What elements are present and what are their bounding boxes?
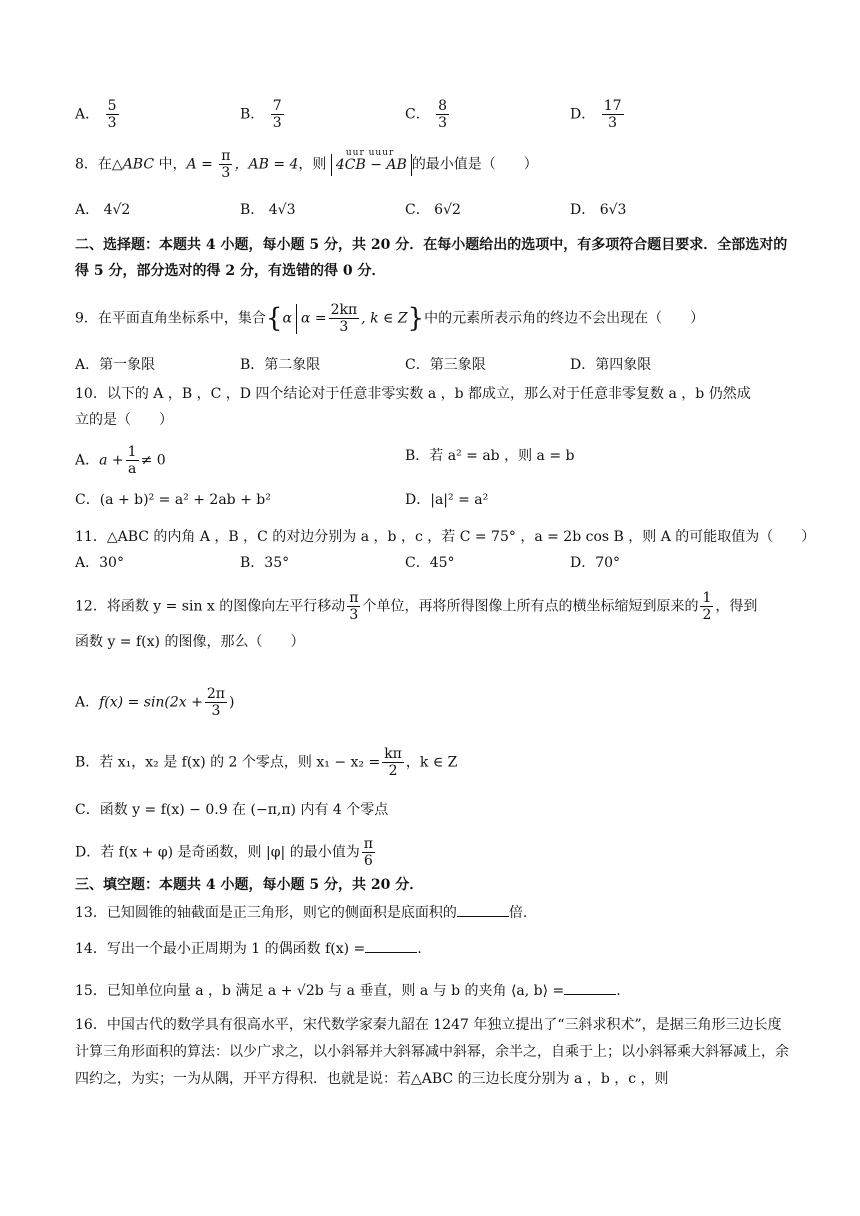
q13-post: 倍. (508, 905, 528, 921)
q8-option-d (570, 200, 626, 220)
q12-mid: 个单位，再将所得图像上所有点的横坐标缩短到原来的 (362, 598, 699, 615)
option-label: A． (75, 106, 100, 123)
q8-ab: ，AB = 4 (234, 156, 299, 173)
numerator: kπ (384, 746, 402, 762)
option-label: B． (240, 106, 265, 123)
fraction (362, 836, 375, 869)
q8-vector: 4CB − AB (335, 156, 407, 173)
numerator: π (363, 836, 373, 852)
option-value: 70° (595, 555, 621, 571)
option-value: 第三象限 (429, 357, 486, 373)
section-3-heading: 三、填空题：本题共 4 小题，每小题 5 分，共 20 分． (75, 877, 424, 893)
q8-vector-arrows: uur uuur (345, 147, 395, 158)
q12-tail: ，得到 (715, 598, 758, 615)
q10-option-a (75, 444, 166, 477)
q8-tail: 的最小值是（ ） (411, 156, 538, 173)
fraction (219, 148, 232, 181)
question-11: 11．△ABC 的内角 A ，B ，C 的对边分别为 a ，b ，c ，若 C = 75° ，a = 2b cos B ，则 A 的可能取值为（ ） (75, 529, 816, 545)
q9-tail: 中的元素所表示角的终边不会出现在（ ） (424, 310, 705, 327)
q9-set-k: , k ∈ Z (361, 310, 408, 327)
denominator: 3 (211, 703, 221, 719)
option-label: A． (75, 357, 100, 373)
option-label: A． (75, 555, 100, 571)
q12-option-d (75, 836, 377, 869)
denominator: 3 (339, 319, 349, 335)
numerator: 7 (272, 98, 282, 114)
q12-option-c: C．函数 y = f(x) − 0.9 在 (−π,π) 内有 4 个零点 (75, 802, 389, 818)
q10-a-pre: a + (99, 452, 124, 469)
question-12-line-1 (75, 590, 757, 623)
option-label: B． (240, 202, 265, 218)
option-label: A． (75, 452, 100, 469)
question-9 (75, 302, 704, 335)
question-15 (75, 980, 621, 1001)
q15-post: . (616, 983, 621, 999)
option-label: C． (405, 357, 430, 373)
denominator: 3 (107, 115, 117, 131)
q10-option-c: C．(a + b)² = a² + 2ab + b² (75, 492, 271, 508)
numerator: 5 (107, 98, 117, 114)
answer-blank[interactable] (564, 980, 616, 995)
q12-a-post: ) (229, 694, 235, 711)
q7-option-a (75, 98, 121, 131)
q8-option-a (75, 200, 130, 220)
answer-blank[interactable] (365, 938, 417, 953)
numerator: 8 (438, 98, 448, 114)
q8-option-c (405, 200, 461, 220)
option-label: C． (405, 202, 430, 218)
q9-prefix: 9．在平面直角坐标系中，集合 (75, 310, 266, 327)
option-value: 30° (99, 555, 124, 571)
option-label: A． (75, 694, 100, 711)
q11-option-b (240, 553, 289, 573)
question-14 (75, 938, 422, 959)
fraction (700, 590, 713, 623)
q8-triangle: ABC (122, 156, 155, 173)
option-value: 4√2 (103, 202, 131, 218)
denominator: a (127, 461, 137, 477)
q10-option-d: D．|a|² = a² (405, 492, 489, 508)
q10-option-b: B．若 a² = ab ，则 a = b (405, 448, 575, 464)
q12-a-pre: f(x) = sin(2x + (99, 694, 203, 711)
q7-option-b (240, 98, 286, 131)
q8-option-b (240, 200, 296, 220)
numerator: π (221, 148, 231, 164)
q8-angle-a: A (186, 156, 197, 173)
denominator: 2 (388, 763, 398, 779)
q14-post: . (417, 941, 422, 957)
question-10-line-1: 10．以下的 A ，B ，C ，D 四个结论对于任意非零实数 a ，b 都成立，那么对于任意非零复数 a ，b 仍然成 (75, 386, 751, 402)
q11-option-c (405, 553, 455, 573)
q10-a-post: ≠ 0 (140, 452, 166, 469)
fraction (329, 302, 360, 335)
question-12-line-2: 函数 y = f(x) 的图像，那么（ ） (75, 634, 305, 650)
q8-then: ，则 (298, 156, 327, 173)
right-brace: } (407, 303, 425, 334)
q7-option-c (405, 98, 451, 131)
option-value: 第二象限 (264, 357, 321, 373)
denominator: 6 (363, 853, 373, 869)
option-label: D． (570, 555, 596, 571)
answer-blank[interactable] (457, 902, 509, 917)
q8-mid: 中， (154, 156, 187, 173)
option-value: 第四象限 (595, 357, 652, 373)
option-label: C． (405, 106, 430, 123)
fraction (126, 444, 139, 477)
option-label: D． (570, 357, 596, 373)
numerator: 17 (603, 98, 622, 114)
q9-set-var: α (282, 310, 292, 327)
option-label: C． (405, 555, 430, 571)
denominator: 3 (349, 607, 359, 623)
option-value: 45° (429, 555, 455, 571)
option-value: 6√3 (599, 202, 627, 218)
q12-b-pre: B．若 x₁，x₂ 是 f(x) 的 2 个零点，则 x₁ − x₂ = (75, 754, 381, 771)
q7-option-d (570, 98, 626, 131)
q11-option-d (570, 553, 620, 573)
option-label: D． (570, 106, 596, 123)
left-brace: { (265, 303, 283, 334)
question-8 (75, 148, 538, 181)
question-10-line-2: 立的是（ ） (75, 412, 173, 428)
option-label: B． (240, 357, 265, 373)
q13-pre: 13．已知圆锥的轴截面是正三角形，则它的侧面积是底面积的 (75, 905, 457, 921)
denominator: 2 (702, 607, 712, 623)
option-label: D． (570, 202, 596, 218)
q12-b-post: ，k ∈ Z (405, 754, 458, 771)
fraction (436, 98, 449, 131)
q9-option-d (570, 355, 651, 375)
q9-option-b (240, 355, 320, 375)
q12-option-b (75, 746, 457, 779)
q12-pre: 12．将函数 y = sin x 的图像向左平行移动 (75, 598, 346, 615)
fraction (271, 98, 284, 131)
q8-prefix: 8．在△ (75, 156, 123, 173)
numerator: 2kπ (330, 302, 358, 318)
question-16: 16．中国古代的数学具有很高水平，宋代数学家秦九韶在 1247 年独立提出了“三斜求积术”，是据三角形三边长度计算三角形面积的算法：以少广求之，以小斜幂并大斜幂减中斜幂，余半之，自乘于上；以小斜幂乘大斜幂减上，余四约之，为实；一为从隅，开平方得积．也就是说：若△ABC 的三边长度分别为 a ，b ，c ，则 (75, 1017, 789, 1087)
q11-option-a (75, 553, 124, 573)
question-13 (75, 902, 527, 923)
fraction (382, 746, 404, 779)
q9-option-a (75, 355, 155, 375)
fraction (347, 590, 360, 623)
q14-pre: 14．写出一个最小正周期为 1 的偶函数 f(x) = (75, 941, 366, 957)
fraction (602, 98, 624, 131)
q9-set-cond: α = (300, 310, 327, 327)
q12-d-pre: D．若 f(x + φ) 是奇函数，则 |φ| 的最小值为 (75, 844, 360, 861)
option-value: 第一象限 (99, 357, 156, 373)
option-label: B． (240, 555, 265, 571)
set-bar (296, 304, 297, 334)
q15-pre: 15．已知单位向量 a ，b 满足 a + √2b 与 a 垂直，则 a 与 b 的夹角 ⟨a, b⟩ = (75, 983, 565, 999)
q9-option-c (405, 355, 486, 375)
section-2-heading: 二、选择题：本题共 4 小题，每小题 5 分，共 20 分．在每小题给出的选项中，有多项符合题目要求．全部选对的得 5 分，部分选对的得 2 分，有选错的得 0 分． (75, 237, 788, 279)
numerator: π (349, 590, 359, 606)
denominator: 3 (272, 115, 282, 131)
numerator: 1 (127, 444, 137, 460)
q8-eq: = (196, 156, 218, 173)
q8-vector-expression (331, 147, 412, 176)
numerator: 1 (702, 590, 712, 606)
denominator: 3 (438, 115, 448, 131)
fraction (205, 686, 227, 719)
q12-option-a (75, 686, 234, 719)
numerator: 2π (206, 686, 225, 702)
option-value: 4√3 (268, 202, 296, 218)
fraction (106, 98, 119, 131)
denominator: 3 (608, 115, 618, 131)
option-value: 6√2 (434, 202, 461, 218)
option-label: A． (75, 202, 100, 218)
denominator: 3 (221, 165, 231, 181)
option-value: 35° (264, 555, 290, 571)
